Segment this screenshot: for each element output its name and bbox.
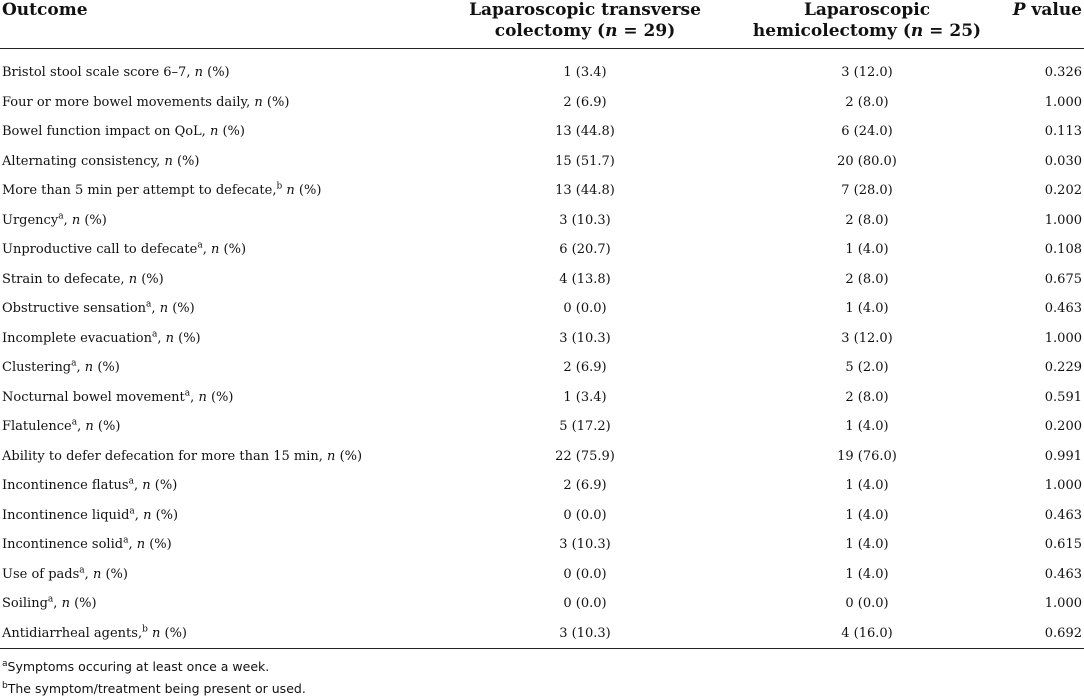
cell-transverse-colectomy: 13 (44.8): [555, 124, 615, 139]
row-n-symbol: n: [286, 183, 295, 198]
table-row: [0, 265, 1084, 295]
row-label: Alternating consistency,: [2, 153, 161, 169]
cell-p-value: 0.615: [1044, 537, 1082, 552]
cell-hemicolectomy: 19 (76.0): [837, 448, 897, 464]
row-label: Soiling: [2, 596, 48, 611]
table-row: [0, 88, 1084, 118]
cell-p-value: 0.030: [1044, 153, 1082, 169]
cell-p-value: 0.202: [1044, 183, 1082, 198]
cell-hemicolectomy: 2 (8.0): [845, 212, 889, 228]
row-label-suffix: ,: [84, 566, 89, 582]
cell-outcome: [2, 589, 97, 619]
cell-outcome: [2, 560, 128, 590]
row-footnote-mark: b: [276, 181, 283, 192]
row-pct: (%): [266, 94, 290, 110]
cell-outcome: [2, 265, 164, 295]
cell-hemicolectomy: 1 (4.0): [845, 242, 889, 257]
row-pct: (%): [97, 360, 120, 375]
row-footnote-mark: a: [71, 417, 78, 428]
row-label: Use of pads: [2, 566, 80, 582]
table-row: [0, 560, 1084, 590]
table-row: [0, 206, 1084, 236]
cell-p-value: 1.000: [1044, 94, 1082, 110]
row-label: Antidiarrheal agents,: [2, 625, 143, 641]
cell-p-value: 0.463: [1044, 566, 1082, 582]
cell-p-value: 0.675: [1044, 271, 1082, 287]
row-n-symbol: n: [164, 153, 173, 169]
row-footnote-mark: a: [58, 211, 64, 222]
table-row: [0, 589, 1084, 619]
row-pct: (%): [74, 596, 97, 611]
cell-transverse-colectomy: 1 (3.4): [563, 389, 607, 405]
cell-outcome: [2, 353, 120, 383]
table-row: [0, 471, 1084, 501]
row-label: Obstructive sensation: [2, 301, 147, 316]
row-footnote-mark: a: [197, 240, 203, 251]
row-label: Incontinence solid: [2, 537, 124, 552]
row-label-suffix: ,: [134, 507, 139, 523]
cell-outcome: [2, 206, 107, 236]
row-label-suffix: ,: [190, 389, 195, 405]
cell-hemicolectomy: 1 (4.0): [845, 419, 889, 434]
row-n-symbol: n: [128, 271, 138, 287]
cell-hemicolectomy: 2 (8.0): [845, 94, 889, 110]
row-pct: (%): [210, 389, 234, 405]
table-row: [0, 530, 1084, 560]
cell-p-value: 0.200: [1044, 419, 1082, 434]
cell-p-value: 0.991: [1044, 448, 1082, 464]
row-footnote-mark: a: [79, 565, 85, 576]
table-header: [0, 0, 1084, 49]
row-footnote-mark: a: [146, 299, 152, 310]
footnote-mark: b: [2, 680, 8, 691]
cell-outcome: [2, 176, 321, 206]
header-transverse-line2: colectomy: [494, 21, 592, 41]
row-n-symbol: n: [159, 301, 169, 316]
header-n-symbol: n: [605, 21, 618, 41]
row-n-symbol: n: [327, 448, 336, 464]
cell-transverse-colectomy: 2 (6.9): [563, 94, 607, 110]
cell-p-value: 0.591: [1044, 389, 1082, 405]
row-n-symbol: n: [143, 507, 152, 523]
header-hemi-line1: Laparoscopic: [803, 0, 931, 20]
cell-p-value: 1.000: [1044, 478, 1082, 493]
row-pct: (%): [105, 566, 128, 582]
row-label: Bristol stool scale score 6–7,: [2, 65, 191, 80]
row-n-symbol: n: [85, 419, 94, 434]
row-footnote-mark: a: [184, 388, 191, 399]
table-row: [0, 176, 1084, 206]
cell-outcome: [2, 442, 362, 472]
header-n-symbol: n: [910, 21, 924, 41]
cell-transverse-colectomy: 3 (10.3): [559, 537, 611, 552]
cell-hemicolectomy: 0 (0.0): [845, 596, 889, 611]
table-row: [0, 147, 1084, 177]
cell-p-value: 0.692: [1044, 625, 1082, 641]
cell-outcome: [2, 117, 245, 147]
row-pct: (%): [222, 124, 245, 139]
row-label: Flatulence: [2, 419, 72, 434]
cell-transverse-colectomy: 0 (0.0): [563, 566, 607, 582]
row-pct: (%): [223, 242, 247, 257]
cell-hemicolectomy: 3 (12.0): [841, 65, 893, 80]
row-label: More than 5 min per attempt to defecate,: [2, 183, 277, 198]
cell-hemicolectomy: 1 (4.0): [845, 507, 889, 523]
cell-transverse-colectomy: 6 (20.7): [559, 242, 611, 257]
row-n-symbol: n: [165, 330, 174, 346]
cell-p-value: 0.326: [1044, 65, 1082, 80]
row-footnote-mark: a: [123, 535, 129, 546]
table-row: [0, 324, 1084, 354]
row-pct: (%): [154, 478, 178, 493]
row-label-suffix: ,: [202, 242, 207, 257]
cell-p-value: 1.000: [1044, 596, 1082, 611]
footnote-b: [2, 681, 306, 696]
cell-p-value: 0.463: [1044, 301, 1082, 316]
row-pct: (%): [207, 65, 230, 80]
cell-outcome: [2, 235, 246, 265]
cell-p-value: 0.113: [1044, 124, 1082, 139]
table-bottom-rule: [0, 648, 1084, 649]
row-n-symbol: n: [92, 566, 102, 582]
row-label: Clustering: [2, 360, 72, 375]
cell-transverse-colectomy: 13 (44.8): [555, 183, 615, 198]
cell-outcome: [2, 88, 289, 118]
cell-p-value: 0.463: [1044, 507, 1082, 523]
row-label-suffix: ,: [157, 330, 162, 346]
cell-outcome: [2, 324, 201, 354]
row-footnote-mark: a: [151, 329, 158, 340]
row-pct: (%): [178, 330, 201, 346]
cell-hemicolectomy: 5 (2.0): [845, 360, 889, 375]
footnote-text: The symptom/treatment being present or used.: [7, 681, 306, 696]
header-p-symbol: P: [1012, 0, 1026, 20]
cell-outcome: [2, 619, 187, 649]
cell-hemicolectomy: 7 (28.0): [841, 183, 893, 198]
table-row: [0, 442, 1084, 472]
row-label: Four or more bowel movements daily,: [2, 94, 251, 110]
cell-hemicolectomy: 2 (8.0): [845, 271, 889, 287]
row-n-symbol: n: [61, 596, 70, 611]
row-footnote-mark: b: [142, 624, 148, 635]
table-row: [0, 412, 1084, 442]
cell-transverse-colectomy: 0 (0.0): [563, 301, 607, 316]
row-n-symbol: n: [151, 625, 161, 641]
cell-outcome: [2, 58, 230, 88]
header-p-word: value: [1031, 0, 1082, 20]
cell-hemicolectomy: 1 (4.0): [845, 537, 889, 552]
row-label-suffix: ,: [53, 596, 58, 611]
table-row: [0, 117, 1084, 147]
footnote-a: [2, 659, 269, 674]
cell-outcome: [2, 412, 120, 442]
cell-hemicolectomy: 4 (16.0): [841, 625, 893, 641]
table-row: [0, 58, 1084, 88]
cell-outcome: [2, 294, 195, 324]
header-transverse-line1: Laparoscopic transverse: [469, 0, 701, 20]
cell-transverse-colectomy: 22 (75.9): [555, 448, 615, 464]
table-row: [0, 383, 1084, 413]
row-label-suffix: ,: [77, 419, 82, 434]
cell-transverse-colectomy: 3 (10.3): [559, 625, 611, 641]
cell-transverse-colectomy: 1 (3.4): [563, 65, 607, 80]
row-n-symbol: n: [254, 94, 263, 110]
row-footnote-mark: a: [47, 594, 54, 605]
cell-transverse-colectomy: 0 (0.0): [563, 507, 607, 523]
table-row: [0, 353, 1084, 383]
row-footnote-mark: a: [71, 358, 77, 369]
row-n-symbol: n: [136, 537, 146, 552]
cell-transverse-colectomy: 3 (10.3): [559, 212, 611, 228]
row-label-suffix: ,: [76, 360, 81, 375]
header-outcome: Outcome: [2, 0, 88, 20]
row-pct: (%): [84, 212, 107, 228]
row-label-suffix: ,: [63, 212, 68, 228]
footnote-text: Symptoms occuring at least once a week.: [7, 659, 270, 674]
cell-transverse-colectomy: 0 (0.0): [563, 596, 607, 611]
row-pct: (%): [155, 507, 179, 523]
cell-p-value: 0.229: [1044, 360, 1082, 375]
cell-transverse-colectomy: 15 (51.7): [555, 153, 615, 169]
row-label: Unproductive call to defecate: [2, 242, 198, 257]
row-label: Incontinence liquid: [2, 507, 130, 523]
row-n-symbol: n: [198, 389, 207, 405]
row-label: Urgency: [2, 212, 59, 228]
row-n-symbol: n: [84, 360, 94, 375]
row-label-suffix: ,: [133, 478, 139, 493]
row-pct: (%): [164, 625, 187, 641]
header-transverse-n: 29: [643, 21, 668, 41]
header-transverse-colectomy: Laparoscopic transverse colectomy (n = 29): [469, 0, 701, 41]
header-p-value: [1013, 0, 1082, 21]
cell-hemicolectomy: 1 (4.0): [845, 478, 889, 493]
cell-p-value: 1.000: [1044, 330, 1082, 346]
header-hemi-n: 25: [949, 21, 974, 41]
cell-transverse-colectomy: 2 (6.9): [563, 360, 607, 375]
row-label-suffix: ,: [151, 301, 156, 316]
row-footnote-mark: a: [129, 506, 135, 517]
header-hemicolectomy: Laparoscopic hemicolectomy (n = 25): [752, 0, 982, 41]
cell-hemicolectomy: 6 (24.0): [841, 124, 893, 139]
cell-outcome: [2, 530, 172, 560]
row-footnote-mark: a: [128, 476, 134, 487]
row-n-symbol: n: [211, 242, 220, 257]
cell-p-value: 0.108: [1044, 242, 1082, 257]
cell-hemicolectomy: 1 (4.0): [845, 566, 889, 582]
table-row: [0, 294, 1084, 324]
row-label: Ability to defer defecation for more than 15 min,: [2, 448, 323, 464]
row-n-symbol: n: [194, 65, 203, 80]
cell-transverse-colectomy: 3 (10.3): [559, 330, 611, 346]
row-n-symbol: n: [142, 478, 151, 493]
row-label: Strain to defecate,: [2, 271, 125, 287]
cell-transverse-colectomy: 4 (13.8): [559, 271, 611, 287]
row-pct: (%): [97, 419, 121, 434]
row-pct: (%): [172, 301, 195, 316]
table-row: [0, 619, 1084, 649]
row-label: Incomplete evacuation: [2, 330, 152, 346]
row-label: Bowel function impact on QoL,: [2, 124, 206, 139]
cell-p-value: 1.000: [1044, 212, 1082, 228]
header-hemi-line2: hemicolectomy: [752, 21, 897, 41]
cell-hemicolectomy: 1 (4.0): [845, 301, 889, 316]
cell-outcome: [2, 147, 199, 177]
cell-outcome: [2, 383, 233, 413]
row-pct: (%): [339, 448, 363, 464]
cell-hemicolectomy: 3 (12.0): [841, 330, 893, 346]
row-n-symbol: n: [71, 212, 81, 228]
cell-outcome: [2, 501, 178, 531]
cell-transverse-colectomy: 5 (17.2): [559, 419, 611, 434]
cell-hemicolectomy: 20 (80.0): [837, 153, 897, 169]
cell-outcome: [2, 471, 177, 501]
row-n-symbol: n: [209, 124, 219, 139]
row-pct: (%): [176, 153, 200, 169]
footnote-mark: a: [2, 658, 8, 669]
table-row: [0, 235, 1084, 265]
table-body: [0, 58, 1084, 648]
table-row: [0, 501, 1084, 531]
row-label: Incontinence flatus: [2, 478, 129, 493]
row-label-suffix: ,: [128, 537, 133, 552]
row-label: Nocturnal bowel movement: [2, 389, 185, 405]
cell-hemicolectomy: 2 (8.0): [845, 389, 889, 405]
row-pct: (%): [298, 183, 322, 198]
row-pct: (%): [141, 271, 164, 287]
row-pct: (%): [149, 537, 172, 552]
cell-transverse-colectomy: 2 (6.9): [563, 478, 607, 493]
